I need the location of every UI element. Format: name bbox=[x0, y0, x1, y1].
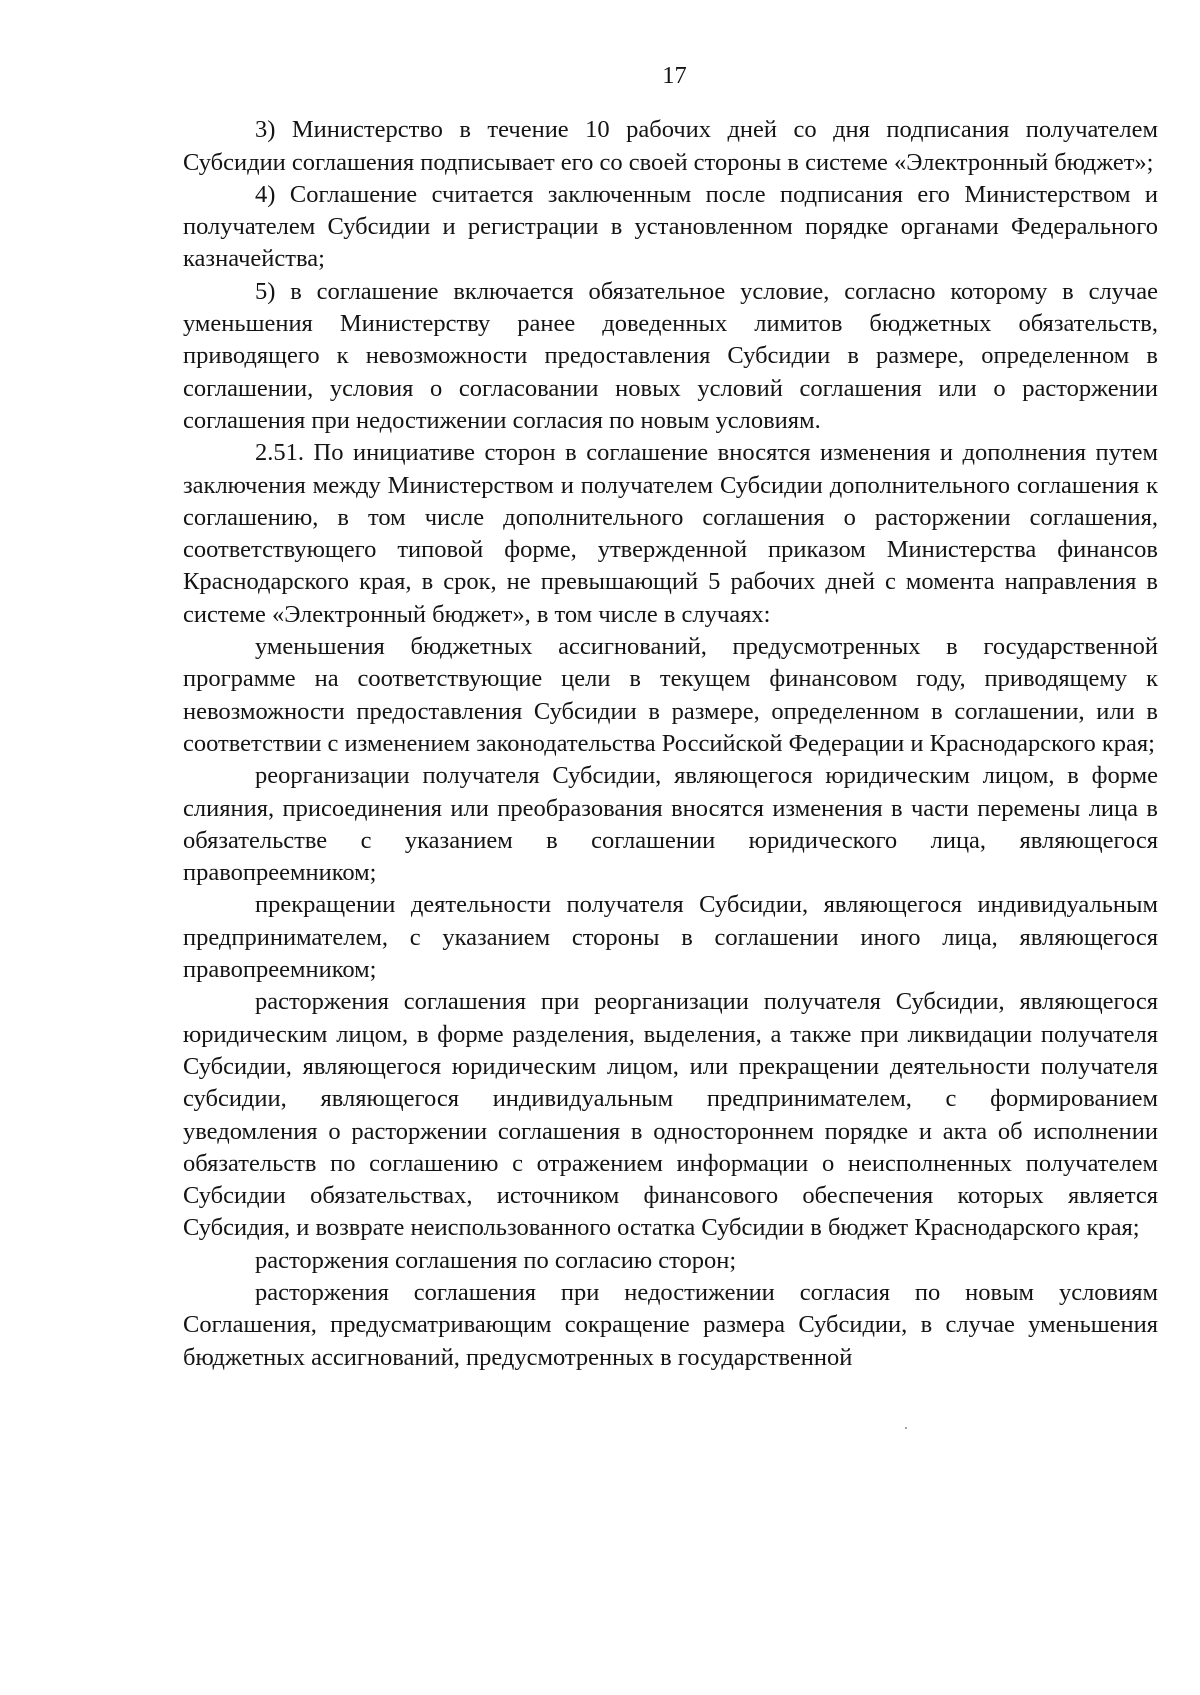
paragraph-item-4: 4) Соглашение считается заключенным после подписания его Министерством и получателем Субсидии и регистрации в установленном порядке органами Федерального казначейства; bbox=[183, 180, 1158, 273]
scan-speck bbox=[905, 1427, 907, 1429]
paragraph-case-no-agreement: расторжения соглашения при недостижении согласия по новым условиям Соглашения, предусматривающим сокращение размера Субсидии, в случае уменьшения бюджетных ассигнований, предусмотренных в государственной bbox=[183, 1278, 1158, 1371]
paragraph-clause-2-51: 2.51. По инициативе сторон в соглашение вносятся изменения и дополнения путем заключения между Министерством и получателем Субсидии дополнительного соглашения к соглашению, в том числе дополнительного соглашения о расторжении соглашения, соответствующего типовой форме, утвержденной приказом Министерства финансов Краснодарского края, в срок, не превышающий 5 рабочих дней с момента направления в системе «Электронный бюджет», в том числе в случаях: bbox=[183, 439, 1158, 628]
paragraph-case-reorganization: реорганизации получателя Субсидии, являющегося юридическим лицом, в форме слияния, присоединения или преобразования вносятся изменения в части перемены лица в обязательстве с указанием в соглашении юридического лица, являющегося правопреемником; bbox=[183, 762, 1158, 887]
paragraph-case-termination-reorganization: расторжения соглашения при реорганизации получателя Субсидии, являющегося юридическим лицом, в форме разделения, выделения, а также при ликвидации получателя Субсидии, являющегося юридическим лицом, или прекращении деятельности получателя субсидии, являющегося индивидуальным предпринимателем, с формированием уведомления о расторжении соглашения в одностороннем порядке и акта об исполнении обязательств по соглашению с отражением информации о неисполненных получателем Субсидии обязательствах, источником финансового обеспечения которых является Субсидия, и возврате неиспользованного остатка Субсидии в бюджет Краснодарского края; bbox=[183, 988, 1158, 1242]
page-number: 17 bbox=[662, 62, 687, 89]
paragraph-case-budget-reduction: уменьшения бюджетных ассигнований, предусмотренных в государственной программе на соответствующие цели в текущем финансовом году, приводящему к невозможности предоставления Субсидии в размере, определенном в соглашении, или в соответствии с изменением законодательства Российской Федерации и Краснодарского края; bbox=[183, 633, 1158, 757]
paragraph-item-5: 5) в соглашение включается обязательное условие, согласно которому в случае уменьшения Министерству ранее доведенных лимитов бюджетных обязательств, приводящего к невозможности предоставления Субсидии в размере, определенном в соглашении, условия о согласовании новых условий соглашения или о расторжении соглашения при недостижении согласия по новым условиям. bbox=[183, 277, 1158, 434]
paragraph-case-mutual-consent: расторжения соглашения по согласию сторон; bbox=[255, 1246, 737, 1274]
paragraph-item-3: 3) Министерство в течение 10 рабочих дней со дня подписания получателем Субсидии соглашения подписывает его со своей стороны в системе «Электронный бюджет»; bbox=[183, 116, 1158, 176]
paragraph-case-termination-entrepreneur: прекращении деятельности получателя Субсидии, являющегося индивидуальным предпринимателем, с указанием стороны в соглашении иного лица, являющегося правопреемником; bbox=[183, 891, 1158, 984]
